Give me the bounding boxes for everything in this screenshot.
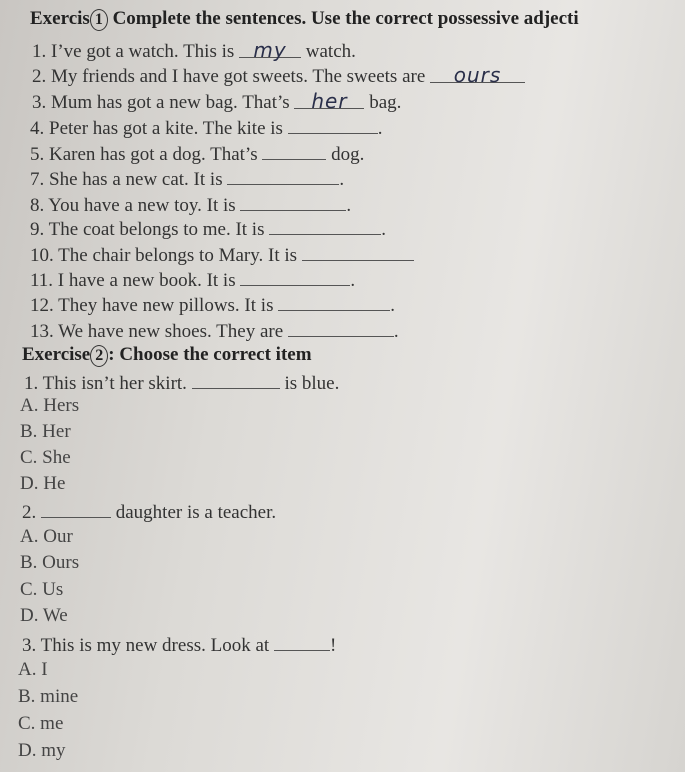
- question-text: is blue.: [284, 373, 340, 394]
- sentence-3: [32, 90, 401, 114]
- item-number: 13.: [30, 321, 54, 342]
- sentence-text: .: [346, 195, 352, 216]
- option-b[interactable]: B. Ours: [20, 552, 80, 573]
- sentence-text: She has a new cat. It is: [49, 169, 223, 190]
- answer-blank[interactable]: ours: [430, 64, 525, 83]
- sentence-text: .: [393, 321, 399, 342]
- sentence-text: The coat belongs to me. It is: [48, 219, 265, 240]
- item-number: 12.: [30, 295, 54, 316]
- exercise-instruction: : Choose the correct item: [108, 344, 312, 365]
- exercise-label: Exercise: [22, 344, 91, 365]
- answer-blank[interactable]: [288, 115, 378, 134]
- exercise-1-heading: [30, 8, 579, 31]
- sentence-text: .: [377, 118, 383, 139]
- sentence-text: .: [350, 270, 356, 291]
- option-a[interactable]: A. Hers: [20, 395, 80, 416]
- answer-blank[interactable]: [240, 192, 346, 211]
- sentence-text: watch.: [305, 41, 356, 62]
- sentence-text: dog.: [331, 144, 365, 165]
- answer-blank[interactable]: [227, 166, 339, 185]
- sentence-text: Mum has got a new bag. That’s: [51, 92, 290, 113]
- question-text: This is my new dress. Look at: [40, 635, 270, 656]
- answer-blank[interactable]: [302, 242, 414, 261]
- sentence-text: They have new pillows. It is: [58, 295, 274, 316]
- sentence-4: [30, 115, 382, 140]
- item-number: 11.: [30, 270, 54, 291]
- sentence-9: [30, 216, 386, 241]
- item-number: 3.: [32, 92, 47, 113]
- item-number: 1.: [24, 373, 39, 394]
- item-number: 2.: [22, 502, 37, 523]
- exercise-label: Exercis: [30, 8, 90, 29]
- sentence-text: I have a new book. It is: [57, 270, 236, 291]
- answer-blank[interactable]: [278, 292, 390, 311]
- sentence-text: bag.: [369, 92, 402, 113]
- question-text: !: [329, 635, 337, 656]
- option-c[interactable]: C. me: [18, 713, 64, 734]
- exercise-number: 2: [90, 345, 108, 367]
- option-a[interactable]: A. I: [18, 659, 48, 680]
- item-number: 3.: [22, 635, 37, 656]
- sentence-text: You have a new toy. It is: [48, 195, 236, 216]
- answer-blank[interactable]: [269, 216, 381, 235]
- sentence-5: [30, 141, 364, 166]
- sentence-text: I’ve got a watch. This is: [51, 41, 235, 62]
- sentence-7: [30, 166, 344, 191]
- question-3: [22, 632, 336, 657]
- sentence-text: Karen has got a dog. That’s: [49, 144, 258, 165]
- option-c[interactable]: C. She: [20, 447, 71, 468]
- item-number: 5.: [30, 144, 45, 165]
- sentence-2: [32, 64, 525, 88]
- option-c[interactable]: C. Us: [20, 579, 64, 600]
- sentence-text: The chair belongs to Mary. It is: [58, 245, 298, 266]
- sentence-8: [30, 192, 351, 217]
- answer-blank[interactable]: [41, 499, 111, 518]
- sentence-text: My friends and I have got sweets. The sweets are: [51, 66, 426, 87]
- item-number: 1.: [32, 41, 47, 62]
- question-text: daughter is a teacher.: [115, 502, 277, 523]
- sentence-10: [30, 242, 414, 267]
- question-1: [24, 370, 339, 395]
- answer-blank[interactable]: my: [239, 39, 301, 58]
- sentence-text: .: [390, 295, 395, 316]
- sentence-text: .: [381, 219, 386, 240]
- item-number: 9.: [30, 219, 45, 240]
- sentence-text: .: [339, 169, 345, 190]
- option-d[interactable]: D. We: [20, 605, 68, 626]
- question-text: This isn’t her skirt.: [42, 373, 187, 394]
- exercise-number: 1: [90, 9, 108, 31]
- sentence-12: [30, 292, 395, 317]
- sentence-11: [30, 267, 355, 292]
- option-b[interactable]: B. Her: [20, 421, 71, 442]
- option-d[interactable]: D. my: [18, 740, 66, 761]
- item-number: 4.: [30, 118, 45, 139]
- option-d[interactable]: D. He: [20, 473, 66, 494]
- answer-blank[interactable]: her: [294, 90, 364, 109]
- answer-blank[interactable]: [288, 318, 394, 337]
- item-number: 8.: [30, 195, 45, 216]
- item-number: 7.: [30, 169, 45, 190]
- sentence-1: [32, 39, 356, 63]
- answer-blank[interactable]: [274, 632, 330, 651]
- item-number: 2.: [32, 66, 47, 87]
- sentence-text: We have new shoes. They are: [58, 321, 284, 342]
- answer-blank[interactable]: [240, 267, 350, 286]
- option-a[interactable]: A. Our: [20, 526, 73, 547]
- item-number: 10.: [30, 245, 54, 266]
- sentence-text: Peter has got a kite. The kite is: [49, 118, 283, 139]
- answer-blank[interactable]: [262, 141, 326, 160]
- exercise-2-heading: [22, 344, 312, 367]
- sentence-13: [30, 318, 399, 343]
- option-b[interactable]: B. mine: [18, 686, 79, 707]
- answer-blank[interactable]: [192, 370, 280, 389]
- question-2: [22, 499, 276, 524]
- exercise-instruction: Complete the sentences. Use the correct possessive adjecti: [112, 8, 579, 29]
